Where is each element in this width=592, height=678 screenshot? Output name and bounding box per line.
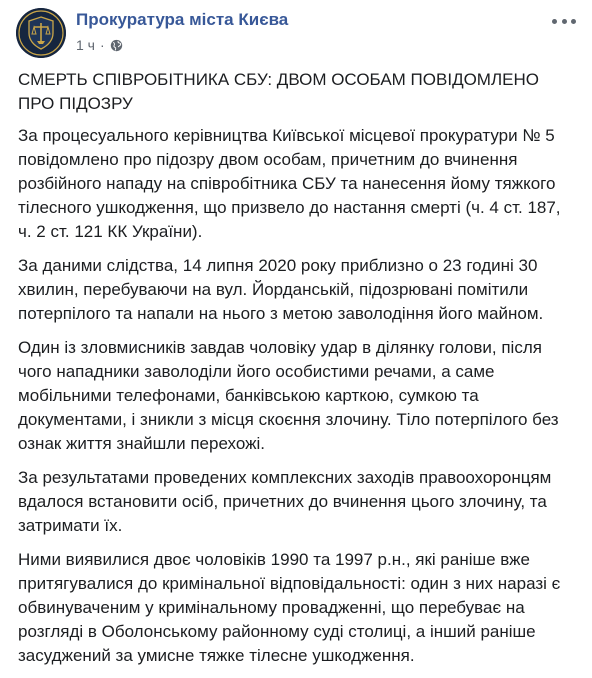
post-paragraph-3: Один із зловмисників завдав чоловіку удар в ділянку голови, після чого нападники заволоділи його особистими речами, а саме мобільними телефонами, банківською карткою, сумкою та документами, і зникли з місця скоєння злочину. Тіло потерпілого без ознак життя знайшли перехожі.	[18, 338, 559, 453]
more-options-icon[interactable]	[552, 12, 576, 30]
post-paragraph-2: За даними слідства, 14 липня 2020 року приблизно о 23 годині 30 хвилин, перебуваючи на вул. Йорданській, підозрювані помітили потерпілого та напали на нього з метою заволодіння його майном.	[18, 256, 544, 323]
more-dot	[562, 19, 567, 24]
meta-separator: ·	[99, 37, 105, 53]
more-dot	[552, 19, 557, 24]
post-body	[18, 68, 578, 678]
page-name-link[interactable]: Прокуратура міста Києва	[76, 10, 289, 29]
prosecutor-emblem-icon	[16, 8, 66, 58]
post-paragraph-1: За процесуального керівництва Київської місцевої прокуратури № 5 повідомлено про підозру двом особам, причетним до вчинення розбійного нападу на співробітника СБУ та нанесення йому тяжкого тілесного ушкодження, що призвело до настання смерті (ч. 4 ст. 187, ч. 2 ст. 121 КК України).	[18, 126, 561, 241]
post-paragraph-4: За результатами проведених комплексних заходів правоохоронцям вдалося встановити осіб, причетних до вчинення цього злочину, та затримати їх.	[18, 468, 552, 535]
post-paragraph-5: Ними виявилися двоє чоловіків 1990 та 1997 р.н., які раніше вже притягувалися до кримінальної відповідальності: один з них наразі є обвинуваченим у кримінальному провадженні, що перебуває на розгляді в Оболонському районному суді столиці, а інший раніше засуджений за умисне тяжке тілесне ушкодження.	[18, 550, 561, 665]
more-dot	[571, 19, 576, 24]
page-avatar[interactable]	[16, 8, 66, 58]
post-title: СМЕРТЬ СПІВРОБІТНИКА СБУ: ДВОМ ОСОБАМ ПОВІДОМЛЕНО ПРО ПІДОЗРУ	[18, 70, 539, 113]
post-timestamp[interactable]: 1 ч	[76, 37, 95, 53]
globe-icon[interactable]	[110, 39, 123, 52]
post-meta	[76, 36, 123, 54]
post-header	[16, 8, 576, 58]
